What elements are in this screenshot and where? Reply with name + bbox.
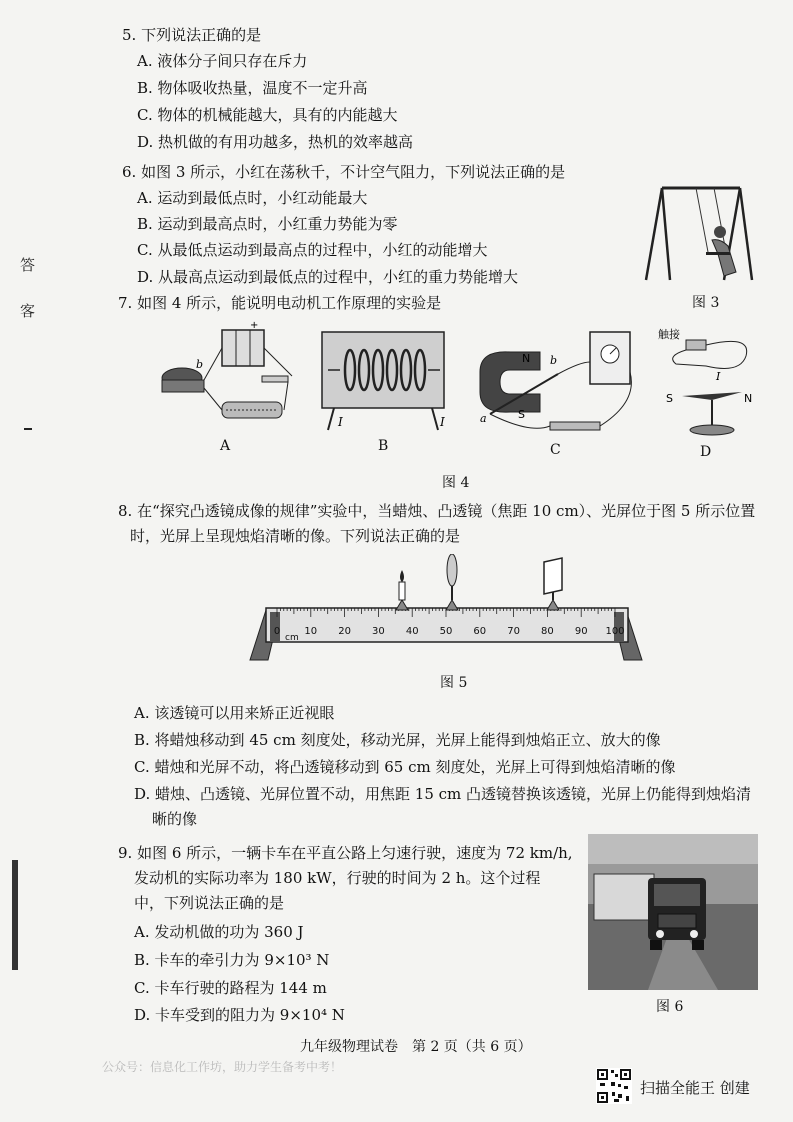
- q5-stem: 5. 下列说法正确的是: [122, 26, 262, 44]
- q9-option-a: A. 发动机做的功为 360 J: [134, 923, 304, 941]
- figure-4-panel-a: [152, 318, 302, 433]
- figure-4-caption: 图 4: [442, 475, 470, 491]
- ruler-tick-label: 50: [439, 626, 453, 637]
- margin-mark-1: 答: [20, 256, 36, 274]
- ruler-unit-label: cm: [285, 633, 299, 643]
- q9-stem-line1: 9. 如图 6 所示，一辆卡车在平直公路上匀速行驶，速度为 72 km/h,: [118, 844, 573, 862]
- panel-d-label-n: N: [744, 392, 753, 405]
- ruler-tick-label: 100: [605, 626, 625, 637]
- panel-a-label-b: b: [196, 358, 204, 371]
- ruler-tick-label: 70: [507, 626, 520, 637]
- panel-d-label-i: I: [716, 370, 721, 383]
- panel-d-label-touch: 触接: [658, 328, 680, 341]
- q7-stem: 7. 如图 4 所示，能说明电动机工作原理的实验是: [118, 294, 442, 312]
- figure-4-label-a: A: [220, 438, 231, 454]
- q8-stem-line2: 时，光屏上呈现烛焰清晰的像。下列说法正确的是: [130, 527, 461, 545]
- q8-option-b: B. 将蜡烛移动到 45 cm 刻度处，移动光屏，光屏上能得到烛焰正立、放大的像: [134, 731, 661, 749]
- watermark-text: 公众号：信息化工作坊，助力学生备考中考！: [102, 1060, 343, 1074]
- ruler-tick-label: 30: [372, 626, 385, 637]
- figure-4-label-b: B: [378, 438, 389, 454]
- ruler-tick-label: 20: [338, 626, 351, 637]
- figure-4-label-c: C: [550, 442, 561, 458]
- ruler-tick-label: 10: [304, 626, 318, 637]
- margin-bar: [12, 860, 18, 970]
- ruler-tick-label: 0: [273, 626, 281, 637]
- q5-option-c: C. 物体的机械能越大，具有的内能越大: [137, 106, 398, 124]
- q6-stem: 6. 如图 3 所示，小红在荡秋千，不计空气阻力，下列说法正确的是: [122, 163, 566, 181]
- figure-4-panel-c: [470, 322, 642, 442]
- figure-4-panel-d: [656, 324, 766, 444]
- q9-option-d: D. 卡车受到的阻力为 9×10⁴ N: [134, 1006, 345, 1024]
- panel-c-label-n: N: [522, 352, 531, 365]
- q5-option-b: B. 物体吸收热量，温度不一定升高: [137, 79, 368, 97]
- q9-stem-line2: 发动机的实际功率为 180 kW，行驶的时间为 2 h。这个过程: [134, 869, 541, 887]
- ruler-tick-label: 80: [541, 626, 554, 637]
- panel-c-label-s: S: [518, 408, 525, 421]
- q8-option-d: D. 蜡烛、凸透镜、光屏位置不动，用焦距 15 cm 凸透镜替换该透镜，光屏上仍能得到烛焰清: [134, 785, 752, 803]
- ruler-tick-label: 40: [405, 626, 419, 637]
- panel-a-plus: +: [250, 320, 259, 331]
- q6-option-a: A. 运动到最低点时，小红动能最大: [137, 189, 368, 207]
- q6-option-d: D. 从最高点运动到最低点的过程中，小红的重力势能增大: [137, 268, 519, 286]
- q8-stem-line1: 8. 在“探究凸透镜成像的规律”实验中，当蜡烛、凸透镜（焦距 10 cm）、光屏位于图 5 所示位置: [118, 502, 756, 520]
- qr-code-icon: [596, 1068, 632, 1104]
- panel-b-label-i-left: I: [338, 415, 343, 429]
- panel-b-label-i-right: I: [440, 415, 445, 429]
- q6-option-b: B. 运动到最高点时，小红重力势能为零: [137, 215, 398, 233]
- q8-option-d-cont: 晰的像: [152, 810, 198, 828]
- margin-mark-2: 客: [20, 302, 36, 320]
- ruler-tick-label: 60: [473, 626, 487, 637]
- panel-c-label-b: b: [550, 354, 558, 367]
- figure-3-caption: 图 3: [692, 295, 720, 311]
- ruler-tick-label: 90: [574, 626, 588, 637]
- figure-4-label-d: D: [700, 444, 712, 460]
- figure-5-caption: 图 5: [440, 675, 468, 691]
- q9-option-b: B. 卡车的牵引力为 9×10³ N: [134, 951, 330, 969]
- q9-stem-line3: 中，下列说法正确的是: [134, 894, 285, 912]
- q8-option-a: A. 该透镜可以用来矫正近视眼: [134, 704, 335, 722]
- q8-option-c: C. 蜡烛和光屏不动，将凸透镜移动到 65 cm 刻度处，光屏上可得到烛焰清晰的像: [134, 758, 676, 776]
- figure-6-truck-photo: [588, 834, 758, 990]
- q5-option-d: D. 热机做的有用功越多，热机的效率越高: [137, 133, 414, 151]
- q6-option-c: C. 从最低点运动到最高点的过程中，小红的动能增大: [137, 241, 488, 259]
- figure-4-panel-b: [318, 328, 448, 432]
- panel-c-label-a: a: [480, 412, 487, 425]
- panel-d-label-s: S: [666, 392, 673, 405]
- figure-3-swing: [640, 180, 760, 290]
- q9-option-c: C. 卡车行驶的路程为 144 m: [134, 979, 327, 997]
- q5-option-a: A. 液体分子间只存在斥力: [137, 52, 308, 70]
- scanner-brand-label: 扫描全能王 创建: [640, 1079, 750, 1097]
- figure-6-caption: 图 6: [656, 999, 684, 1015]
- page-footer: 九年级物理试卷 第 2 页（共 6 页）: [300, 1039, 532, 1055]
- figure-5-optical-bench: [246, 554, 646, 666]
- margin-tick: [24, 428, 32, 430]
